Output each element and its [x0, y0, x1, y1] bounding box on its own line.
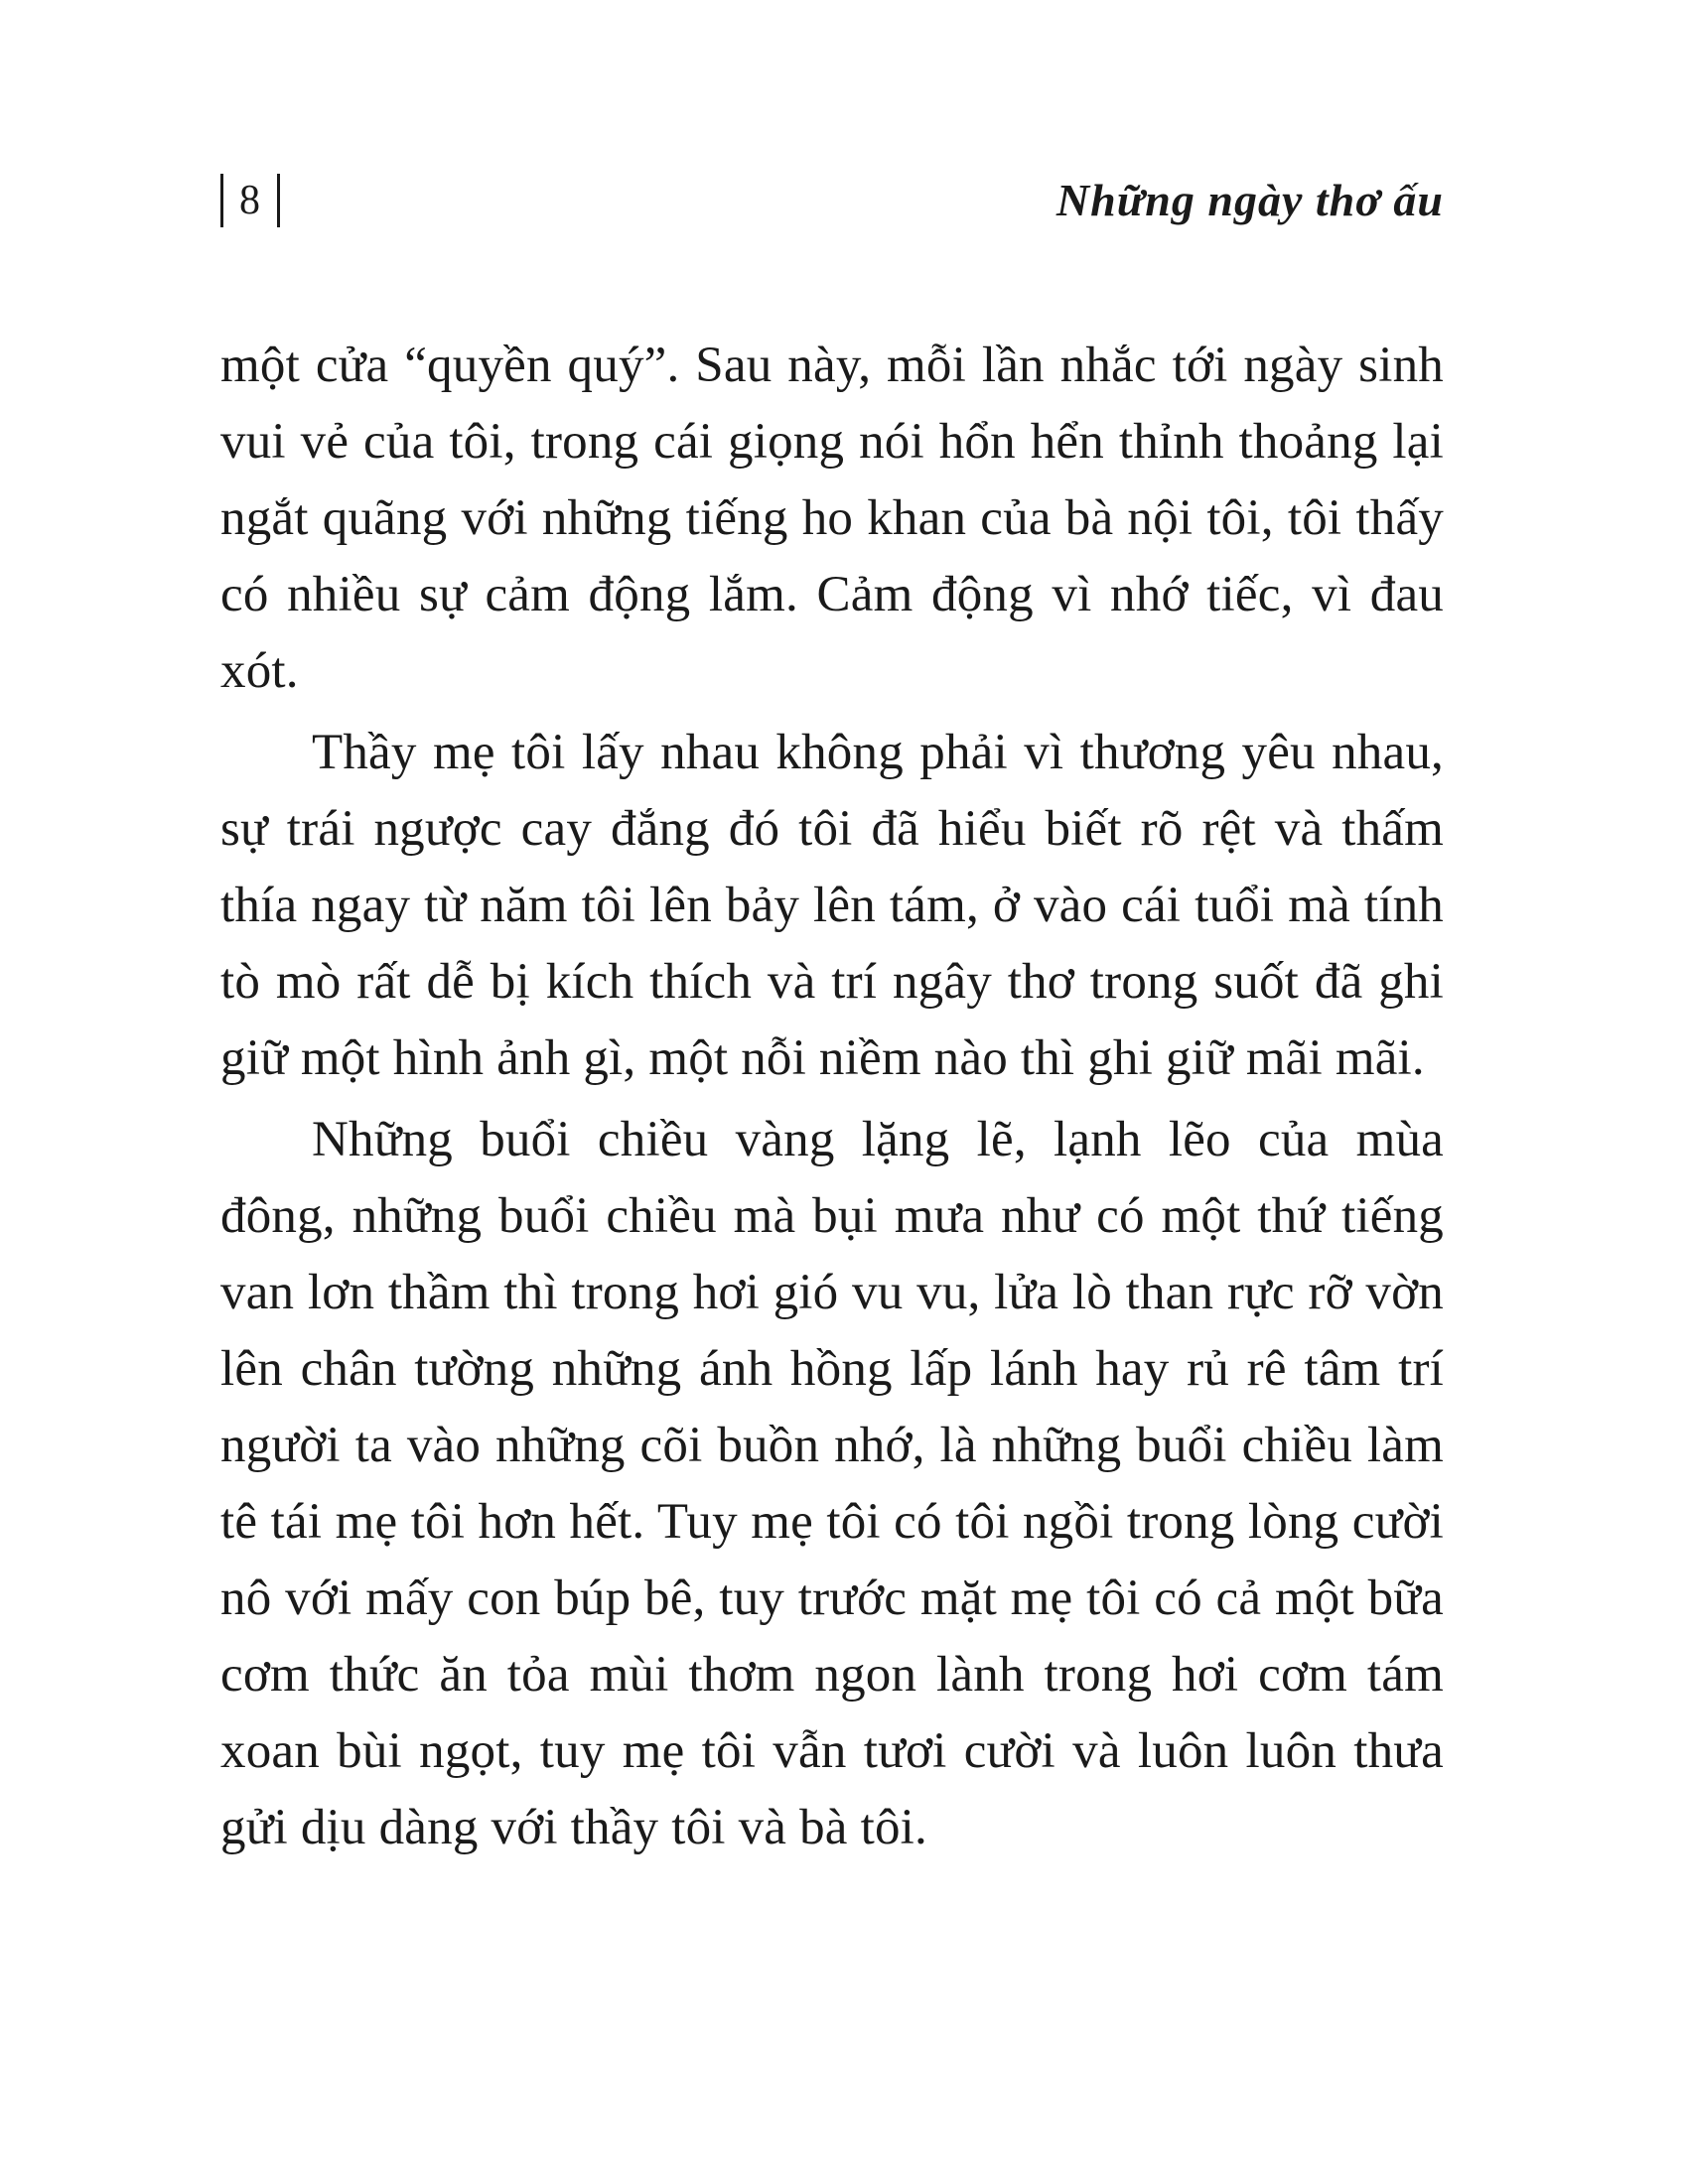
- running-title: Những ngày thơ ấu: [1055, 175, 1444, 225]
- paragraph: Những buổi chiều vàng lặng lẽ, lạnh lẽo của mùa đông, những buổi chiều mà bụi mưa như có một thứ tiếng van lơn thầm thì trong hơi gió vu vu, lửa lò than rực rỡ vờn lên chân tường những ánh hồng lấp lánh hay rủ rê tâm trí người ta vào những cõi buồn nhớ, là những buổi chiều làm tê tái mẹ tôi hơn hết. Tuy mẹ tôi có tôi ngồi trong lòng cười nô với mấy con búp bê, tuy trước mặt mẹ tôi có cả một bữa cơm thức ăn tỏa mùi thơm ngon lành trong hơi cơm tám xoan bùi ngọt, tuy mẹ tôi vẫn tươi cười và luôn luôn thưa gửi dịu dàng với thầy tôi và bà tôi.: [220, 1112, 1444, 1855]
- page-header: [220, 169, 1444, 232]
- paragraph: Thầy mẹ tôi lấy nhau không phải vì thương yêu nhau, sự trái ngược cay đắng đó tôi đã hiểu biết rõ rệt và thấm thía ngay từ năm tôi lên bảy lên tám, ở vào cái tuổi mà tính tò mò rất dễ bị kích thích và trí ngây thơ trong suốt đã ghi giữ một hình ảnh gì, một nỗi niềm nào thì ghi giữ mãi mãi.: [220, 725, 1444, 1086]
- paragraph: một cửa “quyền quý”. Sau này, mỗi lần nhắc tới ngày sinh vui vẻ của tôi, trong cái giọng nói hổn hển thỉnh thoảng lại ngắt quãng với những tiếng ho khan của bà nội tôi, tôi thấy có nhiều sự cảm động lắm. Cảm động vì nhớ tiếc, vì đau xót.: [220, 338, 1444, 699]
- page-number: 8: [220, 174, 280, 227]
- page-body: [220, 328, 1444, 1866]
